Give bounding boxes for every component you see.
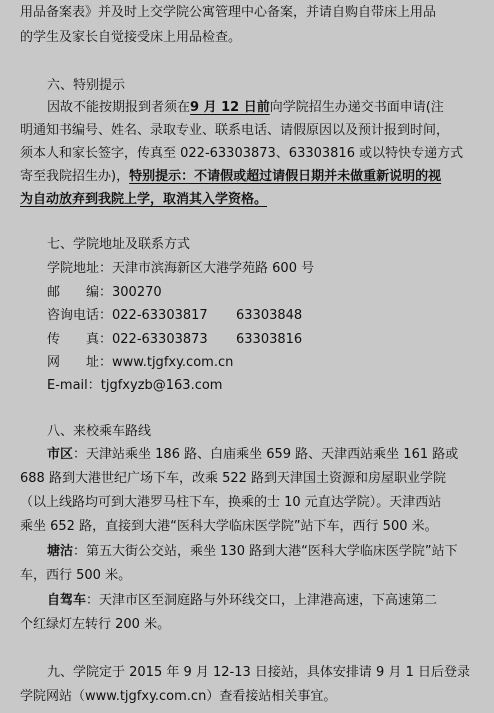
special-notice: 特别提示：不请假或超过请假日期并未做重新说明的视 (129, 169, 442, 184)
section-6-line-4 (20, 168, 441, 186)
drive-route-line-1 (47, 592, 437, 610)
city-route-line-2: 688 路到大港世纪广场下车，改乘 522 路到天津国土资源和房屋职业学院 (20, 471, 447, 486)
section-9-line-1: 九、学院定于 2015 年 9 月 12-13 日接站，具体安排请 9 月 1 日后登录 (47, 665, 470, 680)
website-row (47, 354, 233, 372)
intro-line-2: 的学生及家长自觉接受床上用品检查。 (20, 30, 242, 45)
section-8-heading: 八、来校乘车路线 (47, 424, 152, 439)
website-label: 网 址： (47, 355, 113, 370)
postcode-row (47, 284, 162, 302)
city-route-text: ：天津站乘坐 186 路、白庙乘坐 659 路、天津西站乘坐 161 路或 (73, 447, 459, 462)
fax-row (47, 331, 347, 349)
section-6-line-2: 明通知书编号、姓名、录取专业、联系电话、请假原因以及预计报到时间， (20, 123, 450, 138)
section-6-line-3: 须本人和家长签字，传真至 022-63303873、63303816 或以特快专递方式 (20, 146, 464, 161)
drive-route-text: ：天津市区至洞庭路与外环线交口，上津港高速，下高速第二 (86, 593, 438, 608)
notice-text-end: 寄至我院招生办)， (20, 169, 130, 184)
city-route-line-3: （以上线路均可到大港罗马柱下车，换乘的士 10 元直达学院）。天津西站 (20, 495, 442, 510)
email-label: E-mail： (47, 378, 101, 393)
tanggu-route-line-1 (47, 543, 458, 561)
section-6-heading: 六、特别提示 (47, 78, 126, 93)
fax-value-2: 63303816 (236, 332, 303, 347)
special-notice-cont: 为自动放弃到我院上学，取消其入学资格。 (20, 192, 268, 207)
phone-value-1: 022-63303817 (112, 308, 208, 323)
fax-label: 传 真： (47, 332, 113, 347)
notice-text-cont: 向学院招生办递交书面申请(注 (269, 100, 444, 115)
tanggu-label: 塘沽 (47, 544, 74, 559)
phone-label: 咨询电话： (47, 308, 113, 323)
postcode-label: 邮 编： (47, 285, 113, 300)
section-7-heading: 七、学院地址及联系方式 (47, 237, 191, 252)
city-label: 市区 (47, 447, 74, 462)
phone-row (47, 307, 347, 325)
email-link[interactable]: tjgfxyzb@163.com (100, 378, 223, 393)
address-value: 天津市滨海新区大港学苑路 600 号 (112, 261, 315, 276)
drive-route-line-2: 个红绿灯左转行 200 米。 (20, 617, 171, 632)
phone-value-2: 63303848 (236, 308, 303, 323)
deadline-date: 9 月 12 日前 (190, 100, 270, 115)
city-route-line-4: 乘坐 652 路，直接到大港“医科大学临床医学院”站下车，西行 500 米。 (20, 519, 438, 534)
postcode-value: 300270 (112, 285, 162, 300)
email-row (47, 377, 222, 395)
drive-label: 自驾车 (47, 593, 87, 608)
address-label: 学院地址： (47, 261, 113, 276)
website-link[interactable]: www.tjgfxy.com.cn (112, 355, 234, 370)
section-6-line-1 (47, 99, 444, 117)
address-row (47, 260, 314, 278)
tanggu-route-text: ：第五大街公交站，乘坐 130 路到大港“医科大学临床医学院”站下 (73, 544, 458, 559)
fax-value-1: 022-63303873 (112, 332, 208, 347)
section-9-line-2: 学院网站（www.tjgfxy.com.cn）查看接站相关事宜。 (20, 689, 337, 704)
city-route-line-1 (47, 446, 458, 464)
intro-line-1: 用品备案表》并及时上交学院公寓管理中心备案，并请自购自带床上用品 (20, 5, 437, 20)
tanggu-route-line-2: 车，西行 500 米。 (20, 568, 132, 583)
notice-text: 因故不能按期报到者须在 (47, 100, 191, 115)
